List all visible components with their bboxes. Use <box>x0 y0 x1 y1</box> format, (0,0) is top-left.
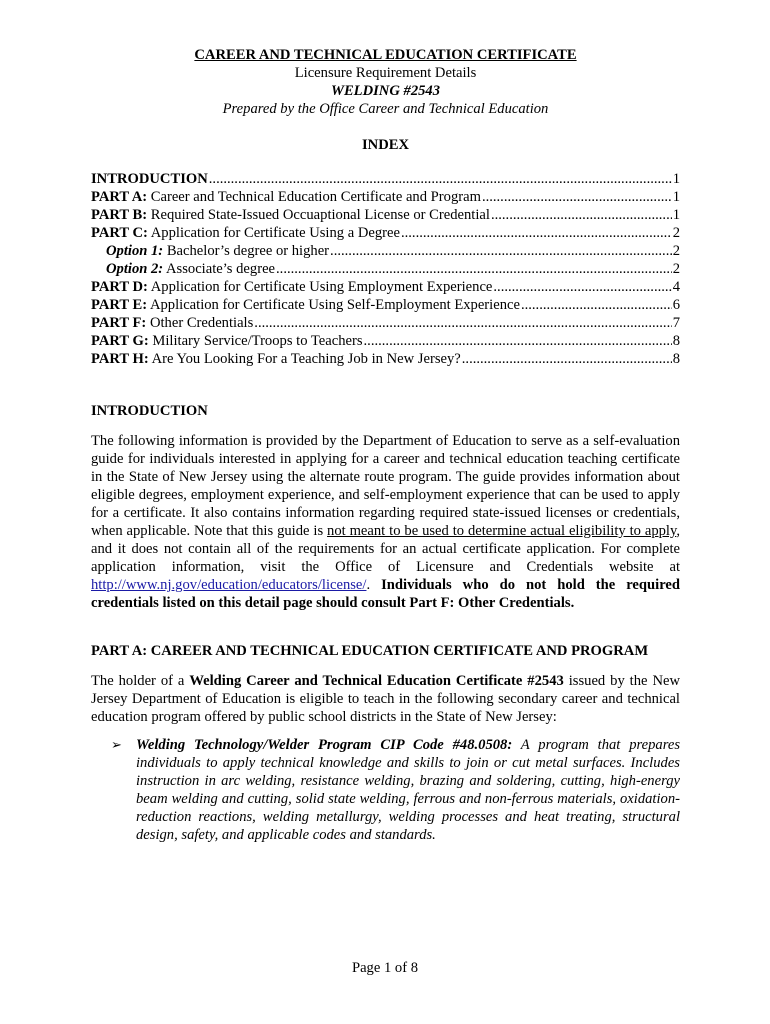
toc-page: 7 <box>672 315 680 331</box>
toc-leader <box>493 278 671 296</box>
toc-page: 8 <box>672 351 680 367</box>
toc-text: Application for Certificate Using Employment Experience <box>147 279 493 295</box>
intro-text-1: The following information is provided by the Department of Education to serve as a self-evaluation guide for individuals interested in applying for a career and technical education teaching certificate in the State of New Jersey using the alternate route program. The guide provides information about eligible degrees, employment experience, and self-employment experience that can be used to apply for a certificate. It also contains information regarding required state-issued licenses or credentials, when applicable. Note that this guide is <box>91 433 680 539</box>
toc-page: 6 <box>672 297 680 313</box>
toc-leader <box>401 224 672 242</box>
toc-text: Associate’s degree <box>163 261 276 277</box>
toc-leader <box>364 332 672 350</box>
toc-text: Bachelor’s degree or higher <box>163 243 330 259</box>
toc-page: 4 <box>672 279 680 295</box>
toc-label: PART D: <box>91 279 148 295</box>
toc-page: 1 <box>672 207 680 223</box>
toc-label: PART A: <box>91 189 148 205</box>
page-number: Page 1 of 8 <box>351 960 419 976</box>
toc-label: PART F: <box>91 315 147 331</box>
toc-leader <box>209 170 672 188</box>
toc-entry-part-g[interactable] <box>91 332 680 350</box>
toc-entry-part-b[interactable] <box>91 206 680 224</box>
licensure-website-link[interactable]: http://www.nj.gov/education/educators/license/ <box>91 577 367 593</box>
toc-label: PART B: <box>91 207 148 223</box>
toc-page: 2 <box>672 225 680 241</box>
intro-text-3: . <box>366 577 371 593</box>
toc-label: PART E: <box>91 297 148 313</box>
toc-entry-part-h[interactable] <box>91 350 680 368</box>
part-a-heading: PART A: CAREER AND TECHNICAL EDUCATION CERTIFICATE AND PROGRAM <box>91 643 649 659</box>
toc-page: 2 <box>672 243 680 259</box>
toc-leader <box>254 314 671 332</box>
part-a-text-pre: The holder of a <box>91 673 190 689</box>
certificate-name: WELDING #2543 <box>330 83 441 99</box>
toc-entry-part-f[interactable] <box>91 314 680 332</box>
toc-text: Military Service/Troops to Teachers <box>148 333 363 349</box>
toc-label: Option 2: <box>106 261 164 277</box>
toc-leader <box>521 296 672 314</box>
intro-text-2: , and it does not contain all of the requirements for an actual certificate application. For complete application information, visit the Office of Licensure and Credentials website at <box>91 523 680 575</box>
toc-page: 2 <box>672 261 680 277</box>
toc-entry-part-a[interactable] <box>91 188 680 206</box>
part-a-paragraph <box>91 672 680 726</box>
toc-label: PART H: <box>91 351 149 367</box>
toc-text: Career and Technical Education Certificate and Program <box>147 189 481 205</box>
table-of-contents <box>91 170 680 368</box>
toc-entry-part-e[interactable] <box>91 296 680 314</box>
program-list-item <box>91 736 680 844</box>
intro-underlined-note: not meant to be used to determine actual eligibility to apply <box>327 523 677 539</box>
toc-text: Required State-Issued Occuaptional License or Credential <box>147 207 490 223</box>
toc-leader <box>462 350 672 368</box>
program-desc-text: A program that prepares individuals to apply technical knowledge and skills to join or cut metal surfaces. Includes instruction in arc welding, resistance welding, brazing and soldering, cutting, high-energy beam welding and cutting, solid state welding, ferrous and non-ferrous materials, oxidation-reduction reactions, welding metallurgy, welding processes and heat treating, structural design, safety, and applicable codes and standards. <box>136 737 680 843</box>
toc-leader <box>482 188 672 206</box>
toc-text: Application for Certificate Using a Degree <box>147 225 400 241</box>
toc-label: Option 1: <box>106 243 164 259</box>
program-description <box>136 736 680 844</box>
toc-label: INTRODUCTION <box>91 171 208 187</box>
toc-page: 8 <box>672 333 680 349</box>
toc-leader <box>491 206 672 224</box>
toc-text: Application for Certificate Using Self-Employment Experience <box>147 297 520 313</box>
toc-leader <box>330 242 672 260</box>
toc-text: Are You Looking For a Teaching Job in New Jersey? <box>148 351 461 367</box>
prepared-by: Prepared by the Office Career and Technical Education <box>222 101 549 117</box>
toc-leader <box>276 260 672 278</box>
toc-entry-option-1[interactable] <box>91 242 680 260</box>
toc-entry-introduction[interactable] <box>91 170 680 188</box>
introduction-paragraph <box>91 432 680 612</box>
toc-entry-option-2[interactable] <box>91 260 680 278</box>
toc-entry-part-c[interactable] <box>91 224 680 242</box>
intro-bold-note: Individuals who do not hold the required credentials listed on this detail page should consult Part F: Other Credentials. <box>91 577 680 611</box>
toc-page: 1 <box>672 171 680 187</box>
introduction-heading: INTRODUCTION <box>91 403 208 419</box>
document-title: CAREER AND TECHNICAL EDUCATION CERTIFICATE <box>194 47 577 63</box>
toc-page: 1 <box>672 189 680 205</box>
document-subtitle: Licensure Requirement Details <box>294 65 477 81</box>
part-a-text-post: issued by the New Jersey Department of Education is eligible to teach in the following secondary career and technical education program offered by public school districts in the State of New Jersey: <box>91 673 680 725</box>
toc-text: Other Credentials <box>146 315 254 331</box>
index-heading: INDEX <box>361 137 410 153</box>
program-name: Welding Technology/Welder Program CIP Code #48.0508: <box>136 737 513 753</box>
toc-label: PART G: <box>91 333 149 349</box>
toc-entry-part-d[interactable] <box>91 278 680 296</box>
part-a-certificate: Welding Career and Technical Education Certificate #2543 <box>189 673 564 689</box>
document-page <box>91 46 680 844</box>
toc-label: PART C: <box>91 225 148 241</box>
arrow-bullet-icon: ➢ <box>111 737 122 752</box>
